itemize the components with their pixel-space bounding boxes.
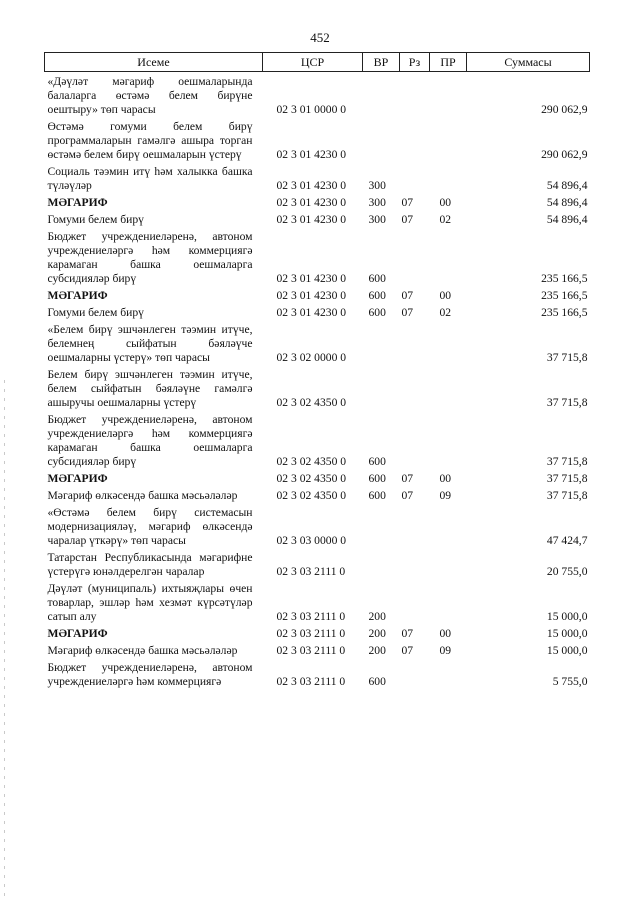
table-header (45, 53, 590, 72)
cell-sum: 54 896,4 (546, 179, 588, 192)
cell-rz: 07 (401, 196, 414, 209)
header-csr: ЦСР (263, 53, 363, 72)
cell-sum: 37 715,8 (546, 351, 588, 364)
cell-pr (430, 579, 467, 624)
cell-vr: 600 (368, 306, 386, 319)
cell-pr (430, 503, 467, 548)
cell-pr (430, 162, 467, 193)
cell-pr (430, 548, 467, 579)
cell-csr: 02 3 03 2111 0 (276, 610, 346, 623)
header-pr: ПР (430, 53, 467, 72)
cell-csr: 02 3 02 4350 0 (276, 472, 347, 485)
cell-csr: 02 3 02 0000 0 (276, 351, 347, 364)
cell-rz (400, 410, 430, 469)
cell-vr: 600 (368, 472, 386, 485)
cell-pr (430, 117, 467, 162)
header-name: Исеме (45, 53, 263, 72)
cell-pr: 00 (439, 289, 452, 302)
cell-sum: 235 166,5 (541, 306, 588, 319)
cell-sum: 37 715,8 (546, 396, 588, 409)
cell-vr (363, 72, 400, 118)
cell-rz: 07 (401, 472, 414, 485)
cell-name: МӘГАРИФ (47, 627, 108, 640)
cell-pr: 09 (439, 489, 452, 502)
table-row (45, 227, 590, 286)
cell-rz (400, 548, 430, 579)
cell-name: «Белем бирү эшчәнлеген тәэмин итүче, белемнең сыйфатын бәяләүче оешмаларны үстерү» төп чарасы (47, 323, 253, 364)
table-row (45, 117, 590, 162)
table-row (45, 548, 590, 579)
cell-name: Гомуми белем бирү (47, 306, 144, 319)
cell-sum: 15 000,0 (546, 610, 588, 623)
cell-rz (400, 365, 430, 410)
table-row (45, 624, 590, 641)
table-row (45, 286, 590, 303)
cell-name: Мәгариф өлкәсендә башка мәсьәләләр (47, 644, 238, 657)
cell-name: МӘГАРИФ (47, 472, 108, 485)
table-row (45, 469, 590, 486)
table-row (45, 72, 590, 118)
cell-rz: 07 (401, 644, 414, 657)
table-row (45, 162, 590, 193)
cell-vr: 200 (368, 610, 386, 623)
cell-vr: 600 (368, 455, 386, 468)
cell-pr: 00 (439, 627, 452, 640)
cell-vr: 200 (368, 644, 386, 657)
cell-rz: 07 (401, 306, 414, 319)
cell-vr (363, 503, 400, 548)
cell-sum: 290 062,9 (541, 103, 588, 116)
cell-name: Бюджет учреждениеләренә, автоном учреждениеләргә һәм коммерциягә (47, 661, 253, 688)
cell-name: «Өстәмә белем бирү системасын модернизацияләү, мәгариф өлкәсендә чаралар үткәрү» төп чарасы (47, 506, 253, 547)
cell-vr: 200 (368, 627, 386, 640)
page-number: 452 (310, 30, 330, 45)
cell-rz: 07 (401, 489, 414, 502)
cell-sum: 290 062,9 (541, 148, 588, 161)
cell-vr: 300 (368, 179, 386, 192)
cell-name: «Дәүләт мәгариф оешмаларында балаларга өстәмә белем бирүне оештыру» төп чарасы (47, 75, 253, 116)
header-row (45, 53, 590, 72)
cell-pr: 00 (439, 472, 452, 485)
cell-sum: 15 000,0 (546, 644, 588, 657)
cell-rz (400, 320, 430, 365)
cell-pr: 02 (439, 213, 452, 226)
cell-rz (400, 162, 430, 193)
table-row (45, 365, 590, 410)
header-rz: Рз (400, 53, 430, 72)
table-row (45, 303, 590, 320)
cell-sum: 47 424,7 (546, 534, 588, 547)
cell-name: МӘГАРИФ (47, 196, 108, 209)
cell-vr (363, 117, 400, 162)
cell-name: Татарстан Республикасында мәгарифне үстерүгә юнәлдерелгән чаралар (47, 551, 253, 578)
table-row (45, 503, 590, 548)
cell-csr: 02 3 02 4350 0 (276, 489, 347, 502)
budget-table (44, 52, 590, 689)
cell-sum: 37 715,8 (546, 472, 588, 485)
cell-csr: 02 3 01 4230 0 (276, 196, 347, 209)
cell-vr: 300 (368, 196, 386, 209)
cell-name: МӘГАРИФ (47, 289, 108, 302)
cell-csr: 02 3 01 4230 0 (276, 289, 347, 302)
cell-pr (430, 320, 467, 365)
cell-pr (430, 658, 467, 689)
cell-name: Гомуми белем бирү (47, 213, 144, 226)
cell-rz (400, 579, 430, 624)
cell-csr: 02 3 03 2111 0 (276, 644, 346, 657)
cell-rz: 07 (401, 213, 414, 226)
cell-csr: 02 3 03 2111 0 (276, 627, 346, 640)
header-sum: Суммасы (467, 53, 590, 72)
cell-rz (400, 658, 430, 689)
cell-vr (363, 365, 400, 410)
cell-sum: 20 755,0 (546, 565, 588, 578)
table-row (45, 410, 590, 469)
scan-margin-line (4, 380, 5, 900)
table-row (45, 641, 590, 658)
table-row (45, 658, 590, 689)
cell-sum: 37 715,8 (546, 455, 588, 468)
cell-sum: 54 896,4 (546, 196, 588, 209)
cell-sum: 54 896,4 (546, 213, 588, 226)
cell-vr: 600 (368, 289, 386, 302)
cell-pr: 09 (439, 644, 452, 657)
cell-pr: 02 (439, 306, 452, 319)
cell-vr: 600 (368, 489, 386, 502)
table-row (45, 193, 590, 210)
table-row (45, 486, 590, 503)
cell-csr: 02 3 03 2111 0 (276, 675, 346, 688)
cell-name: Өстәмә гомуми белем бирү программаларын гамәлгә ашыра торган өстәмә белем бирү оешмаларын үстерү (47, 120, 253, 161)
cell-csr: 02 3 01 4230 0 (276, 179, 347, 192)
cell-sum: 235 166,5 (541, 289, 588, 302)
cell-sum: 15 000,0 (546, 627, 588, 640)
cell-pr (430, 410, 467, 469)
table-body (45, 72, 590, 690)
cell-pr (430, 365, 467, 410)
cell-csr: 02 3 02 4350 0 (276, 396, 347, 409)
cell-name: Социаль тәэмин итү һәм халыкка башка түләүләр (47, 165, 253, 192)
header-vr: ВР (363, 53, 400, 72)
cell-name: Бюджет учреждениеләренә, автоном учреждениеләргә һәм коммерциягә карамаган башка оешмаларга субсидияләр бирү (47, 413, 253, 468)
cell-csr: 02 3 02 4350 0 (276, 455, 347, 468)
cell-vr (363, 548, 400, 579)
cell-sum: 235 166,5 (541, 272, 588, 285)
cell-csr: 02 3 01 4230 0 (276, 272, 347, 285)
cell-csr: 02 3 01 4230 0 (276, 306, 347, 319)
table-row (45, 320, 590, 365)
cell-vr: 600 (368, 272, 386, 285)
cell-csr: 02 3 03 2111 0 (276, 565, 346, 578)
cell-sum: 5 755,0 (552, 675, 588, 688)
cell-name: Бюджет учреждениеләренә, автоном учреждениеләргә һәм коммерциягә карамаган башка оешмаларга субсидияләр бирү (47, 230, 253, 285)
cell-pr: 00 (439, 196, 452, 209)
cell-name: Мәгариф өлкәсендә башка мәсьәләләр (47, 489, 238, 502)
cell-csr: 02 3 01 0000 0 (276, 103, 347, 116)
cell-vr: 600 (368, 675, 386, 688)
cell-csr: 02 3 01 4230 0 (276, 213, 347, 226)
cell-csr: 02 3 01 4230 0 (276, 148, 347, 161)
cell-name: Дәүләт (муниципаль) ихтыяҗлары өчен товарлар, эшләр һәм хезмәт күрсәтүләр сатып алу (47, 582, 253, 623)
cell-sum: 37 715,8 (546, 489, 588, 502)
cell-pr (430, 72, 467, 118)
cell-rz (400, 227, 430, 286)
cell-name: Белем бирү эшчәнлеген тәэмин итүче, белем сыйфатын бәяләүне гамәлгә ашыручы оешмаларны үстерү (47, 368, 253, 409)
cell-rz (400, 72, 430, 118)
cell-csr: 02 3 03 0000 0 (276, 534, 347, 547)
cell-rz (400, 117, 430, 162)
cell-vr (363, 320, 400, 365)
cell-rz: 07 (401, 627, 414, 640)
table-row (45, 210, 590, 227)
cell-rz (400, 503, 430, 548)
table-row (45, 579, 590, 624)
cell-pr (430, 227, 467, 286)
cell-vr: 300 (368, 213, 386, 226)
cell-rz: 07 (401, 289, 414, 302)
